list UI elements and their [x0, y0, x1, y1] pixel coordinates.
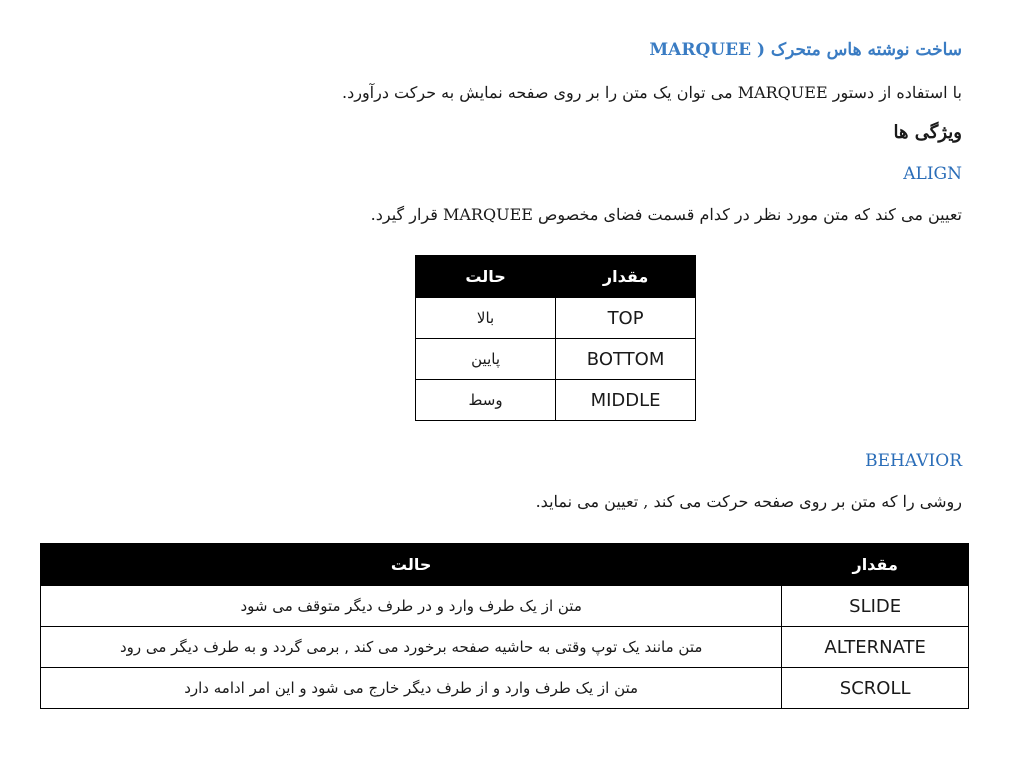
- behavior-state-cell: متن از یک طرف وارد و از طرف دیگر خارج می شود و این امر ادامه دارد: [41, 668, 782, 709]
- behavior-heading: BEHAVIOR: [865, 451, 962, 471]
- align-header-value: مقدار: [556, 256, 696, 298]
- align-table-header-row: [416, 256, 696, 298]
- align-value-cell: TOP: [556, 298, 696, 339]
- behavior-description: روشی را که متن بر روی صفحه حرکت می کند , تعیین می نماید.: [535, 492, 962, 511]
- table-row: [416, 380, 696, 421]
- intro-paragraph: با استفاده از دستور MARQUEE می توان یک متن را بر روی صفحه نمایش به حرکت درآورد.: [342, 83, 962, 102]
- align-description: تعیین می کند که متن مورد نظر در کدام قسمت فضای مخصوص MARQUEE قرار گیرد.: [370, 205, 962, 224]
- page-title: ساخت نوشته هاس متحرک ( MARQUEE: [649, 40, 962, 60]
- table-row: [41, 586, 969, 627]
- behavior-value-cell: SLIDE: [782, 586, 969, 627]
- behavior-value-cell: SCROLL: [782, 668, 969, 709]
- table-row: [416, 298, 696, 339]
- align-value-cell: BOTTOM: [556, 339, 696, 380]
- behavior-header-state: حالت: [41, 544, 782, 586]
- table-row: [416, 339, 696, 380]
- align-value-cell: MIDDLE: [556, 380, 696, 421]
- behavior-state-cell: متن از یک طرف وارد و در طرف دیگر متوقف می شود: [41, 586, 782, 627]
- behavior-table: [40, 543, 969, 709]
- align-header-state: حالت: [416, 256, 556, 298]
- align-state-cell: وسط: [416, 380, 556, 421]
- align-heading: ALIGN: [903, 164, 962, 184]
- table-row: [41, 627, 969, 668]
- behavior-state-cell: متن مانند یک توپ وقتی به حاشیه صفحه برخورد می کند , برمی گردد و به طرف دیگر می رود: [41, 627, 782, 668]
- behavior-table-header-row: [41, 544, 969, 586]
- features-heading: ویژگی ها: [893, 122, 962, 143]
- align-table: [415, 255, 696, 421]
- table-row: [41, 668, 969, 709]
- behavior-header-value: مقدار: [782, 544, 969, 586]
- align-state-cell: بالا: [416, 298, 556, 339]
- align-state-cell: پایین: [416, 339, 556, 380]
- behavior-value-cell: ALTERNATE: [782, 627, 969, 668]
